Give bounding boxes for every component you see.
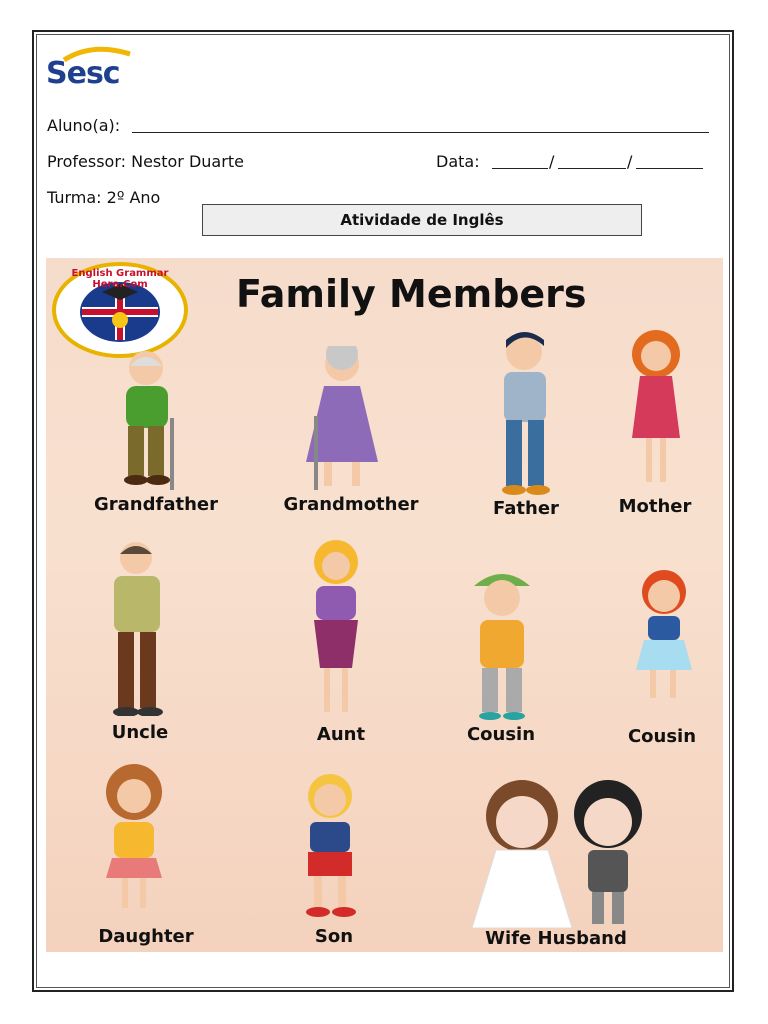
grandmother-illustration-icon [266, 346, 436, 496]
member-cousin-boy [446, 564, 556, 754]
member-label: Mother [618, 496, 692, 517]
member-label: Son [314, 926, 354, 947]
uncle-illustration-icon [86, 536, 206, 716]
member-label: Father [493, 498, 559, 519]
member-label: Daughter [98, 926, 194, 947]
wife-husband-illustration-icon [456, 768, 656, 928]
member-label: Uncle [111, 722, 169, 743]
member-label: Aunt [316, 724, 366, 745]
daughter-illustration-icon [76, 762, 216, 922]
grandfather-illustration-icon [76, 348, 236, 498]
date-separator: / [549, 152, 555, 171]
date-day-line[interactable] [492, 168, 548, 169]
date-label: Data: [436, 152, 480, 171]
member-label: Wife Husband [485, 928, 627, 949]
member-label: Cousin [627, 726, 697, 747]
member-aunt [286, 538, 416, 748]
cousin-girl-illustration-icon [602, 564, 722, 714]
member-daughter [76, 762, 216, 952]
mother-illustration-icon [596, 328, 714, 494]
cousin-boy-illustration-icon [446, 564, 556, 724]
son-illustration-icon [274, 766, 394, 922]
poster-title: Family Members [236, 272, 587, 316]
teacher-label: Professor: Nestor Duarte [47, 152, 244, 171]
father-illustration-icon [466, 330, 586, 500]
class-label: Turma: 2º Ano [47, 188, 161, 207]
member-label: Grandmother [283, 494, 419, 515]
member-label: Grandfather [94, 494, 218, 515]
student-name-line[interactable] [132, 132, 709, 133]
member-cousin-girl [602, 564, 722, 754]
logo-text: Sesc [46, 56, 120, 91]
date-month-line[interactable] [558, 168, 626, 169]
activity-title-box: Atividade de Inglês [202, 204, 642, 236]
member-father [466, 330, 586, 530]
member-mother [596, 328, 714, 528]
member-label: Cousin [466, 724, 536, 745]
english-grammar-badge [52, 262, 188, 358]
member-uncle [86, 536, 206, 746]
aunt-illustration-icon [286, 538, 416, 718]
sesc-logo [46, 44, 136, 90]
member-grandmother [266, 346, 436, 526]
member-son [274, 766, 394, 952]
date-year-line[interactable] [636, 168, 703, 169]
date-separator: / [627, 152, 633, 171]
member-wife-husband [456, 768, 656, 952]
student-label: Aluno(a): [47, 116, 121, 135]
family-members-poster [46, 258, 723, 952]
member-grandfather [76, 348, 236, 528]
badge-text: English Grammar Here.Com [71, 268, 169, 290]
